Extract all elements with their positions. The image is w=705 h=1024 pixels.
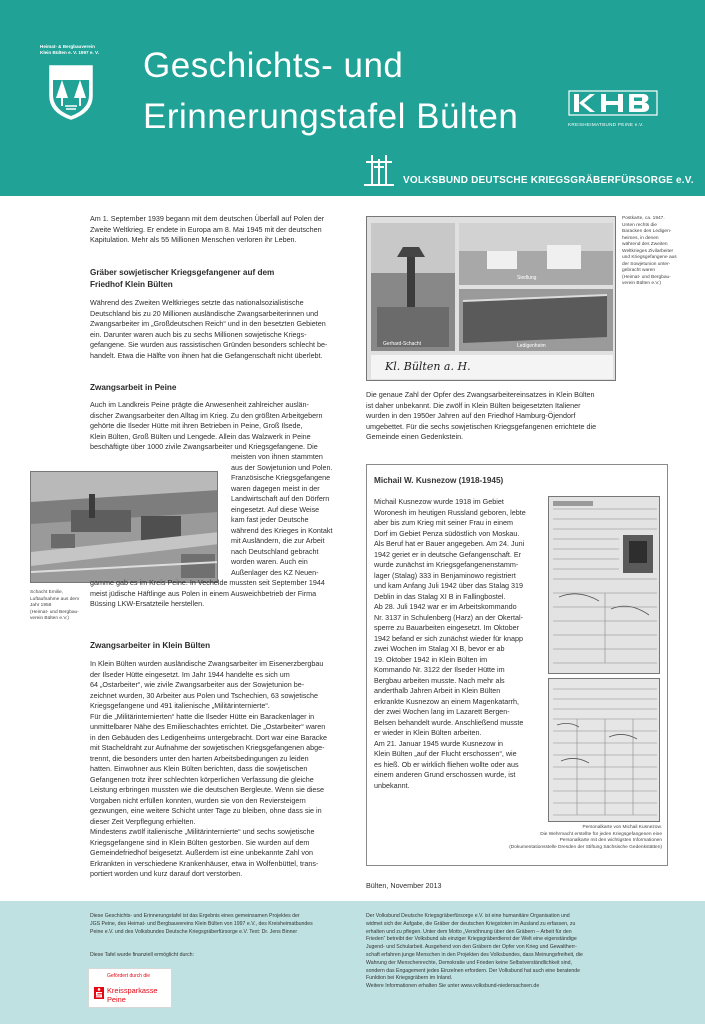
text-line: während des Krieges in Kontakt <box>231 525 333 535</box>
text-line: 1942 befand er sich zunächst wieder für knapp <box>374 633 524 643</box>
text-line: Die genaue Zahl der Opfer des Zwangsarbeitereinsatzes in Klein Bülten <box>366 390 595 399</box>
caption-line: und Kriegsgefangene aus <box>622 255 677 260</box>
text-line: Nr. 3137 in Schulenberg (Harz) an der Okertal- <box>374 612 524 622</box>
personalkarte-back <box>548 678 660 822</box>
text-line: Funktion bei Kriegsgräbern im Inland. <box>366 975 453 982</box>
caption-line: während des Zweiten <box>622 242 668 247</box>
text-line: ist daher unbekannt. Die zwölf in Klein Bülten beigesetzten Italiener <box>366 400 581 410</box>
text-line: Am 1. September 1939 begann mit dem deutschen Überfall auf Polen der <box>90 214 325 223</box>
text-line: er wieder in Klein Bülten arbeiten. <box>374 728 482 737</box>
text-line: Als Beruf hat er Bauer angegeben. Am 24. Juni <box>374 539 525 548</box>
section3-heading: Zwangsarbeiter in Klein Bülten <box>90 641 211 650</box>
text-line: erkrankte Kusnezow an einem Magenkatarrh, <box>374 696 520 706</box>
text-line: Kriegsgefangene sind in Klein Bülten gestorben. Sie wurden auf dem <box>90 837 310 847</box>
text-line: Ab 28. Juli 1942 war er im Arbeitskommando <box>374 602 517 611</box>
text-line: Kommando Nr. 3122 der Ilseder Hütte im <box>374 665 505 674</box>
text-line: unbekannt. <box>374 780 410 790</box>
text-line: dieser Zeit Verpflegung erhielten. <box>90 816 196 826</box>
text-line: zwei Wochen im Stalag XI B, bevor er ab <box>374 644 505 653</box>
text-line: anderthalb Jahren Arbeit in Klein Bülten <box>374 686 501 695</box>
sparkasse-logo <box>94 987 104 999</box>
caption-line: der Sowjetunion unter- <box>622 261 671 267</box>
sparkasse-badge <box>88 968 172 1008</box>
sparkasse-name-line: Kreissparkasse <box>107 986 158 995</box>
text-line: nach Deutschland gebracht <box>231 546 319 556</box>
postcard-label-ledigenheim: Ledigenheim <box>517 343 546 349</box>
date-line: Bülten, November 2013 <box>366 881 442 890</box>
vdk-name: VOLKSBUND DEUTSCHE KRIEGSGRÄBERFÜRSORGE e.V. <box>403 175 694 186</box>
text-line: schaft erfahren junge Menschen in den Projekten des Volksbundes, dass Meinungsfreiheit, die <box>366 951 583 958</box>
text-line: Deblin in das Stalag XI B in Fallingbostel. <box>374 591 506 601</box>
personalkarte-caption <box>420 825 662 851</box>
text-line: umgebettet. Für die sechs sowjetischen Kriegsgefangenen errichtete die <box>366 421 597 431</box>
text-line: ein. Darunter waren auch bis zu sechs Millionen sowjetische Kriegs- <box>90 329 307 339</box>
text-line: zeichnet wurden, 30 Arbeiter aus Polen und Tschechien, 63 sowjetische <box>90 690 319 700</box>
text-line: gezwungen, eine weitere Schicht unter Tage zu bleiben, ohne dass sie in <box>90 806 322 815</box>
text-line: Deutschland bis zu 20 Millionen ausländische Zwangsarbeiterinnen und <box>90 308 319 318</box>
text-line: Klein Bülten, Groß Bülten und Lengede. Allein das Walzwerk in Peine <box>90 431 311 441</box>
text-line: sperre zu Bauarbeiten eingesetzt. Im Oktober <box>374 623 520 632</box>
sparkasse-name <box>107 987 158 1005</box>
section1-heading <box>90 267 274 291</box>
postcard-label-gerhard: Gerhard-Schacht <box>383 341 422 347</box>
personalkarte-front <box>548 496 660 674</box>
text-line: Gemeinde einen Gedenkstein. <box>366 432 464 441</box>
aerial-photo-caption <box>30 590 90 623</box>
text-line: Leistung erbringen mussten wie die deutschen Bergleute. Wenn sie diese <box>90 785 325 794</box>
text-line: discher Zwangsarbeiter den Alltag im Krieg. Zu den größten Arbeitgebern <box>90 410 323 420</box>
text-line: mit Stacheldraht zur Aufnahme der sowjetischen Kriegsgefangenen abge- <box>90 743 325 752</box>
funding-note: Diese Tafel wurde finanziell ermöglicht durch: <box>90 952 194 958</box>
text-line: mit Ausländern, die zur Arbeit <box>231 536 325 545</box>
section1-paragraph <box>90 298 362 361</box>
caption-line: Schacht Emilie, <box>30 590 64 595</box>
caption-line: Baracken des Ledigen- <box>622 229 672 234</box>
text-line: Mindestens zwölf italienische „Militärinternierte“ und sechs sowjetische <box>90 827 315 836</box>
personalkarte-front-graphic <box>549 497 660 674</box>
text-line: gehörte die Ilseder Hütte mit ihren Betrieben in Peine, Groß Ilsede, <box>90 421 303 430</box>
text-line: Weitere Informationen erhalten Sie unter www.volksbund-niedersachsen.de <box>366 983 540 990</box>
intro-paragraph <box>90 214 362 246</box>
section2-paragraph <box>90 400 362 453</box>
heading-line: Friedhof Klein Bülten <box>90 280 173 289</box>
footer-right-text <box>366 913 666 991</box>
text-line: Vorgaben nicht erfüllen konnten, wurden sie von den Reviersteigern <box>90 795 306 805</box>
postcard-caption <box>622 216 690 288</box>
footer-left-text <box>90 913 350 936</box>
text-line: erhalten und zu pflegen. Unter dem Motto „Versöhnung über den Gräbern – Arbeit für den <box>366 928 572 935</box>
caption-line: Postkarte, ca. 1947. <box>622 216 665 221</box>
text-line: der Ilseder Hütte eingesetzt. Im Jahr 1944 handelte es sich um <box>90 669 290 679</box>
crest-caption-line: Heimat- & Bergbauverein <box>40 44 95 49</box>
postcard-label-handwriting: Kl. Bülten a. H. <box>385 360 471 373</box>
text-line: Gefangenen trotz ihrer schlechten körperlichen Verfassung die gleiche <box>90 774 314 784</box>
kusnezow-title: Michail W. Kusnezow (1918-1945) <box>374 476 504 485</box>
text-line: Gemeindefriedhof beigesetzt. Außerdem ist eine unbekannte Zahl von <box>90 848 313 857</box>
text-line: aber bis zum Krieg mit seiner Frau in einem <box>374 518 514 527</box>
text-line: Zwangsarbeiter im „Großdeutschen Reich“ und in den besetzten Gebieten <box>90 319 326 328</box>
khb-subtitle: KREISHEIMATBUND PEINE e.V. <box>568 122 644 127</box>
text-line: Klein Bülten „auf der Flucht erschossen“, wie <box>374 749 517 758</box>
text-line: Kriegsgefangene und 491 italienische „Militärinternierte“. <box>90 701 270 710</box>
text-line: gefangene. Sie wurden aus rassistischen Gründen besonders schlecht be- <box>90 340 328 349</box>
text-line: aus der Sowjetunion und Polen. <box>231 462 333 472</box>
text-line: und kam Anfang Juli 1942 über das Stalag 319 <box>374 581 524 590</box>
sparkasse-name-line: Peine <box>107 994 126 1004</box>
text-line: Erkrankten in verschiedene Krankenhäuser, etwa in Wolfenbüttel, trans- <box>90 858 319 868</box>
text-line: Während des Zweiten Weltkrieges setzte das nationalsozialistische <box>90 298 304 307</box>
aerial-photo-schacht-emilie <box>30 471 218 583</box>
text-line: Französische Kriegsgefangene <box>231 473 331 482</box>
text-line: Für die „Militärinternierten“ hatte die Ilseder Hütte ein Barackenlager in <box>90 711 315 721</box>
text-line: In Klein Bülten wurden ausländische Zwangsarbeiter im Eisenerzbergbau <box>90 659 324 668</box>
text-line: beschäftigte über 1000 zivile Zwangsarbeiter und Kriegsgefangene. Die <box>90 442 318 451</box>
vdk-cross-icon <box>362 153 396 187</box>
section2-narrow-paragraph <box>231 452 362 578</box>
sparkasse-top-line: Gefördert durch die <box>107 973 151 979</box>
caption-line: Personalkarte mit den wichtigsten Informationen <box>559 838 662 843</box>
text-line: es hieß. Ob er wirklich fliehen wollte oder aus <box>374 759 519 769</box>
text-line: Dorf im Gebiet Penza südöstlich von Moskau. <box>374 528 520 538</box>
section3-paragraph <box>90 659 362 880</box>
caption-line: Personalkarte von Michail Kusnezow. <box>582 825 662 830</box>
crest-caption-line: Klein Bülten e. V. 1997 e. V. <box>40 49 99 55</box>
text-line: kam fast jeder Deutsche <box>231 515 309 524</box>
postcard-label-siedlung: Siedlung <box>517 275 537 281</box>
right-paragraph <box>366 390 666 443</box>
sparkasse-top <box>107 973 150 980</box>
title-line-2: Erinnerungstafel Bülten <box>143 97 519 136</box>
personalkarte-back-graphic <box>549 679 660 822</box>
text-line: Wahrung der Menschenrechte, Demokratie und Frieden keine Selbstverständlichkeit sind, <box>366 959 572 966</box>
text-line: JGS Peine, des Heimat- und Bergbauvereins Klein Bülten von 1997 e.V., des Kreisheimatbundes <box>90 920 313 927</box>
text-line: Der Volksbund Deutsche Kriegsgräberfürsorge e.V. ist eine humanitäre Organisation und <box>366 913 570 919</box>
text-line: 1942 geriet er in deutsche Gefangenschaft. Er <box>374 549 522 559</box>
text-line: Kapitulation. Mehr als 55 Millionen Menschen verloren ihr Leben. <box>90 235 297 244</box>
postcard-graphic <box>367 217 616 381</box>
text-line: Woronesh im heutigen Russland geboren, lebte <box>374 507 526 517</box>
text-line: der zwei Wochen lang im Lazarett Bergen- <box>374 707 510 716</box>
text-line: handelt. Etwa die Hälfte von ihnen hat die Gefangenschaft nicht überlebt. <box>90 350 323 360</box>
khb-logo-block <box>568 90 658 127</box>
text-line: 19. Oktober 1942 in Klein Bülten im <box>374 654 488 664</box>
crest-icon <box>48 64 94 120</box>
section2-paragraph-end <box>90 578 362 610</box>
text-line: Zweite Weltkrieg. Er endete in Europa am 8. Mai 1945 mit der deutschen <box>90 224 322 234</box>
page-title <box>143 40 518 142</box>
text-line: Landwirtschaft auf den Dörfern <box>231 494 330 503</box>
text-line: unmittelbarer Nähe des Emilieschachtes errichtet. Die „Ostarbeiter“ waren <box>90 722 326 731</box>
text-line: Außenlager des KZ Neuen- <box>231 567 319 577</box>
caption-line: Luftaufnahme aus dem <box>30 596 80 602</box>
text-line: Michail Kusnezow wurde 1918 im Gebiet <box>374 497 504 506</box>
text-line: Jugend- und Schularbeit. Ausgehend von den Gräbern der Opfer von Krieg und Gewaltherr- <box>366 944 577 951</box>
caption-line: verein Bülten e.V.) <box>30 616 70 621</box>
crest-caption <box>40 44 112 55</box>
heading-line: Gräber sowjetischer Kriegsgefangener auf dem <box>90 268 275 277</box>
text-line: Frieden“ betreibt der Volksbund als einziger Kriegsgräberdienst der Welt eine eigenständige <box>366 936 577 943</box>
text-line: meist jüdische Häftlinge aus Polen in einem Ausweichbetrieb der Firma <box>90 588 317 598</box>
text-line: waren dagegen meist in der <box>231 483 320 493</box>
caption-line: (Heimat- und Bergbau- <box>30 609 79 615</box>
text-line: Belsen behandelt wurde. Anschließend musste <box>374 717 524 727</box>
postcard-photo <box>366 216 616 381</box>
text-line: Diese Geschichts- und Erinnerungstafel ist das Ergebnis eines gemeinsamen Projektes der <box>90 913 300 919</box>
text-line: hatten. Einwohner aus Klein Bülten berichten, dass die sowjetischen <box>90 764 308 773</box>
khb-logo <box>568 90 658 116</box>
text-line: Am 21. Januar 1945 wurde Kusnezow in <box>374 738 504 748</box>
text-line: wurden in den 1950er Jahren auf den Friedhof Hamburg-Öjendorf <box>366 411 576 420</box>
text-line: portiert worden und kurz darauf dort verstorben. <box>90 869 243 878</box>
text-line: einem anderen Grund erschossen wurde, ist <box>374 770 516 779</box>
caption-line: heimes, in denen <box>622 235 659 241</box>
header-banner <box>0 0 705 196</box>
text-line: Peine e.V. und des Volksbundes Deutsche Kriegsgräberfürsorge e.V. Text: Dr. Jens Binner <box>90 928 298 935</box>
caption-line: verein Bülten e.V.) <box>622 281 662 286</box>
caption-line: (Dokumentationsstelle Dresden der Stiftung Sächsische Gedenkstätten) <box>509 844 662 850</box>
caption-line: gebracht waren <box>622 268 656 273</box>
text-line: lager (Stalag) 333 in Benjaminowo registriert <box>374 570 516 580</box>
text-line: meisten von ihnen stammten <box>231 452 323 461</box>
caption-line: (Heimat- und Bergbau- <box>622 274 671 280</box>
caption-line: Weltkrieges Zivilarbeiter <box>622 248 674 254</box>
text-line: Auch im Landkreis Peine prägte die Anwesenheit zahlreicher auslän- <box>90 400 309 409</box>
text-line: worden waren. Auch ein <box>231 557 308 566</box>
text-line: 64 „Ostarbeiter“, wie zivile Zwangsarbeiter aus der Sowjetunion be- <box>90 680 305 689</box>
text-line: Büssing LKW-Ersatzteile herstellen. <box>90 599 205 608</box>
title-line-1: Geschichts- und <box>143 46 404 85</box>
text-line: wurde zunächst im Kriegsgefangenenstamm- <box>374 560 519 569</box>
caption-line: Unten rechts die <box>622 222 657 228</box>
text-line: gamme gab es im Kreis Peine. In Vechelde mussten seit September 1944 <box>90 578 325 587</box>
aerial-photo-graphic <box>31 472 218 583</box>
text-line: Bergbau arbeiten musste. Nach mehr als <box>374 675 505 685</box>
section2-heading: Zwangsarbeit in Peine <box>90 383 177 392</box>
text-line: eingesetzt. Auf diese Weise <box>231 504 320 514</box>
caption-line: Jahr 1958 <box>30 603 52 608</box>
kusnezow-paragraph <box>374 497 544 791</box>
text-line: in den Gebäuden des Ledigenheims untergebracht. Dort war eine Baracke <box>90 732 327 742</box>
caption-line: Die Wehrmacht erstellte für jeden Kriegsgefangenen eine <box>540 831 662 837</box>
text-line: sondern das Engagement jedes Einzelnen erfordern. Der Volksbund hat auch eine beratende <box>366 967 580 974</box>
text-line: trennt, die besonders unter den harten Arbeitsbedingungen zu leiden <box>90 753 309 763</box>
text-line: widmet sich der Aufgabe, die Gräber der deutschen Kriegstoten im Ausland zu erfassen, zu <box>366 920 576 927</box>
